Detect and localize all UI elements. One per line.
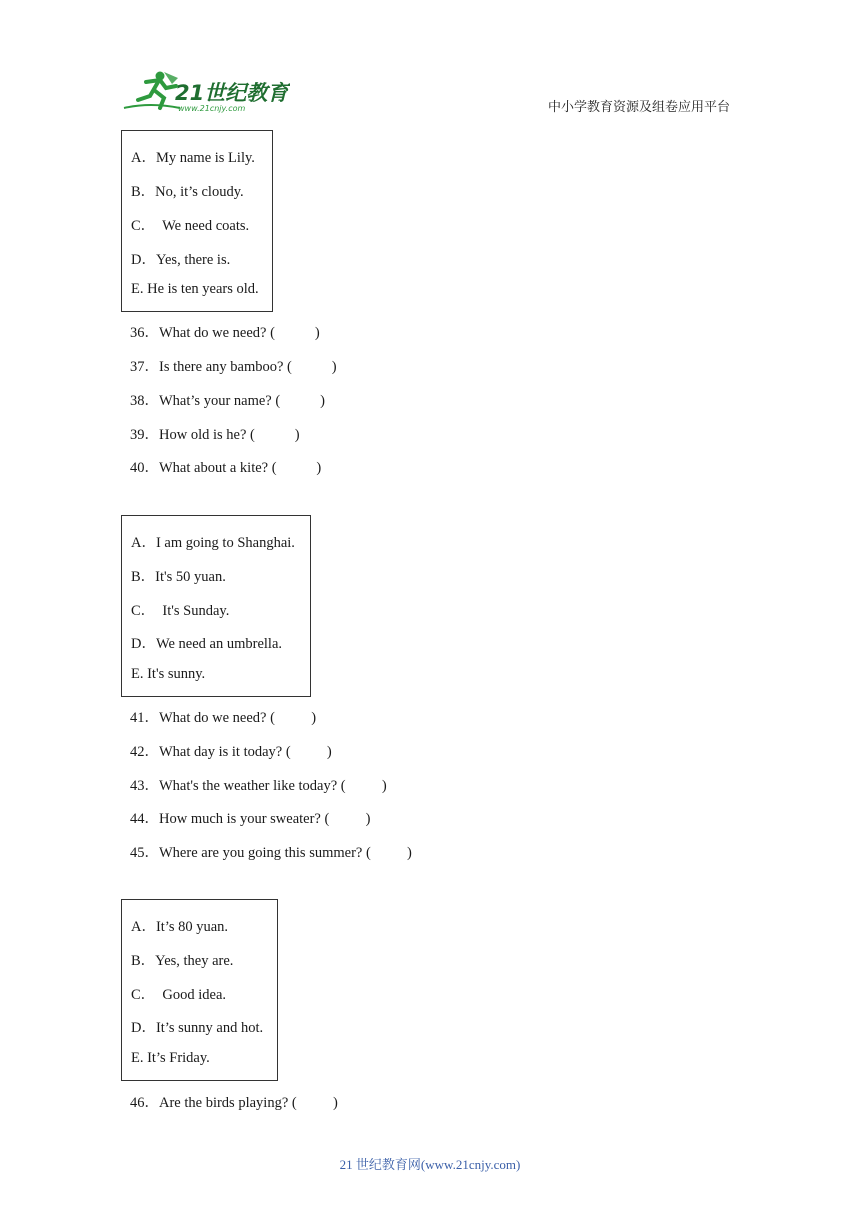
options-box-3 bbox=[121, 899, 278, 1081]
question-43: 43．What's the weather like today? ( ) bbox=[130, 778, 387, 794]
option-a: A．My name is Lily. bbox=[131, 150, 255, 166]
option-a: A．I am going to Shanghai. bbox=[131, 535, 295, 551]
question-44: 44．How much is your sweater? ( ) bbox=[130, 811, 371, 827]
option-c: C． We need coats. bbox=[131, 218, 250, 234]
question-42: 42．What day is it today? ( ) bbox=[130, 744, 332, 760]
option-d: D．We need an umbrella. bbox=[131, 636, 283, 652]
question-41: 41．What do we need? ( ) bbox=[130, 710, 317, 726]
logo-url: www.21cnjy.com bbox=[178, 104, 246, 113]
footer-link[interactable]: 21 世纪教育网(www.21cnjy.com) bbox=[339, 1157, 521, 1172]
header-tagline: 中小学教育资源及组卷应用平台 bbox=[548, 100, 731, 115]
options-box-1 bbox=[121, 130, 273, 312]
question-38: 38．What’s your name? ( ) bbox=[130, 393, 325, 409]
question-36: 36．What do we need? ( ) bbox=[130, 325, 320, 341]
runner-logo-icon bbox=[124, 72, 180, 109]
question-45: 45．Where are you going this summer? ( ) bbox=[130, 845, 412, 861]
option-b: B．Yes, they are. bbox=[131, 953, 234, 969]
option-b: B．No, it’s cloudy. bbox=[131, 184, 244, 200]
option-d: D．It’s sunny and hot. bbox=[131, 1020, 264, 1036]
logo-text: 21世纪教育 bbox=[175, 81, 289, 105]
question-39: 39．How old is he? ( ) bbox=[130, 427, 300, 443]
option-b: B．It's 50 yuan. bbox=[131, 569, 226, 585]
option-e: E. It’s Friday. bbox=[131, 1050, 210, 1066]
logo bbox=[120, 68, 290, 114]
option-e: E. It's sunny. bbox=[131, 666, 206, 682]
option-c: C． It's Sunday. bbox=[131, 603, 230, 619]
options-box-2 bbox=[121, 515, 311, 697]
question-37: 37．Is there any bamboo? ( ) bbox=[130, 359, 337, 375]
option-d: D．Yes, there is. bbox=[131, 252, 231, 268]
question-46: 46．Are the birds playing? ( ) bbox=[130, 1095, 338, 1111]
option-e: E. He is ten years old. bbox=[131, 281, 259, 297]
option-a: A．It’s 80 yuan. bbox=[131, 919, 229, 935]
question-40: 40．What about a kite? ( ) bbox=[130, 460, 322, 476]
option-c: C． Good idea. bbox=[131, 987, 227, 1003]
